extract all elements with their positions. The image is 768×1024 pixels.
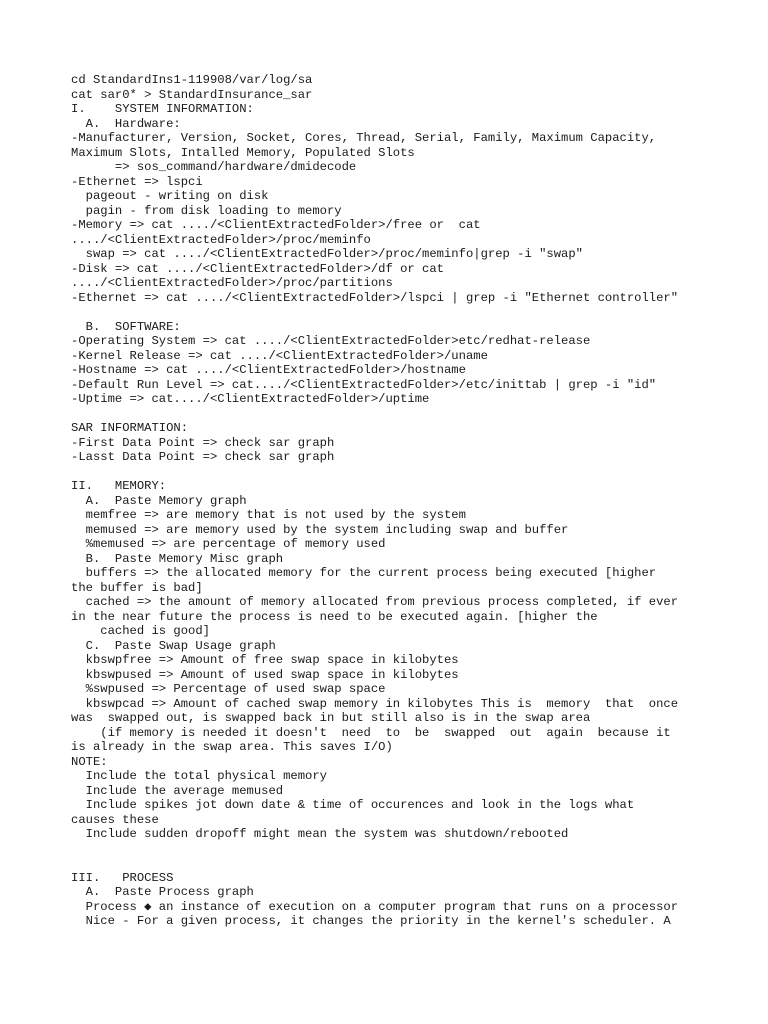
text-line: Include sudden dropoff might mean the system was shutdown/rebooted	[71, 827, 569, 841]
text-line: C. Paste Swap Usage graph	[71, 638, 276, 653]
text-line: NOTE:	[71, 754, 108, 769]
text-line: buffers => the allocated memory for the current process being executed [higher	[71, 566, 657, 580]
text-line: cat sar0* > StandardInsurance_sar	[71, 87, 313, 102]
text-line: -Memory => cat ..../<ClientExtractedFolder>/free or cat	[71, 218, 481, 232]
text-line: III. PROCESS	[71, 870, 174, 885]
text-line: -Kernel Release => cat ..../<ClientExtractedFolder>/uname	[71, 348, 488, 363]
text-line: (if memory is needed it doesn't need to be swapped out again because it	[71, 725, 671, 740]
text-line: -Manufacturer, Version, Socket, Cores, Thread, Serial, Family, Maximum Capacity,	[71, 131, 657, 145]
text-line: B. Paste Memory Misc graph	[71, 551, 284, 566]
text-line: the buffer is bad]	[71, 580, 203, 595]
text-line: swap => cat ..../<ClientExtractedFolder>/proc/meminfo|grep -i "swap"	[71, 247, 583, 261]
text-line: is already in the swap area. This saves I/O)	[71, 740, 393, 754]
text-line: -Disk => cat ..../<ClientExtractedFolder>/df or cat	[71, 261, 444, 276]
text-line: -First Data Point => check sar graph	[71, 435, 335, 450]
text-line: kbswpused => Amount of used swap space in kilobytes	[71, 667, 459, 682]
text-line: A. Hardware:	[71, 116, 181, 131]
text-line: II. MEMORY:	[71, 479, 167, 493]
text-line: Process ◆ an instance of execution on a computer program that runs on a processor	[71, 899, 679, 914]
text-line: cd StandardIns1-119908/var/log/sa	[71, 73, 313, 87]
text-line: Include the average memused	[71, 783, 284, 798]
text-line: memused => are memory used by the system including swap and buffer	[71, 522, 569, 537]
text-line: kbswpfree => Amount of free swap space in kilobytes	[71, 653, 459, 667]
text-line: -Operating System => cat ..../<ClientExtractedFolder>etc/redhat-release	[71, 334, 591, 348]
text-line: memfree => are memory that is not used by the system	[71, 508, 466, 522]
text-line: -Ethernet => cat ..../<ClientExtractedFolder>/lspci | grep -i "Ethernet controller"	[71, 290, 679, 305]
text-line: pageout - writing on disk	[71, 189, 269, 203]
text-line: B. SOFTWARE:	[71, 319, 181, 334]
text-line: -Default Run Level => cat..../<ClientExtractedFolder>/etc/inittab | grep -i "id"	[71, 377, 657, 392]
text-line: %swpused => Percentage of used swap space	[71, 682, 386, 696]
text-line: A. Paste Memory graph	[71, 493, 247, 508]
text-line: Include the total physical memory	[71, 769, 327, 783]
text-line: A. Paste Process graph	[71, 885, 254, 899]
text-line: causes these	[71, 812, 159, 827]
text-line: I. SYSTEM INFORMATION:	[71, 102, 254, 116]
text-line: -Ethernet => lspci	[71, 174, 203, 189]
text-line: SAR INFORMATION:	[71, 421, 189, 435]
text-line: ..../<ClientExtractedFolder>/proc/partitions	[71, 276, 393, 290]
text-line: pagin - from disk loading to memory	[71, 203, 342, 218]
text-line: was swapped out, is swapped back in but still also is in the swap area	[71, 711, 591, 725]
text-line: => sos_command/hardware/dmidecode	[71, 160, 357, 174]
text-line: ..../<ClientExtractedFolder>/proc/meminfo	[71, 232, 371, 247]
text-line: in the near future the process is need to be executed again. [higher the	[71, 609, 598, 624]
text-line: -Uptime => cat..../<ClientExtractedFolder>/uptime	[71, 392, 430, 406]
text-line: cached => the amount of memory allocated from previous process completed, if ever	[71, 595, 679, 609]
text-line: kbswpcad => Amount of cached swap memory in kilobytes This is memory that once	[71, 696, 679, 711]
text-line: -Lasst Data Point => check sar graph	[71, 450, 335, 464]
text-line: %memused => are percentage of memory used	[71, 537, 386, 551]
text-line: Include spikes jot down date & time of occurences and look in the logs what	[71, 798, 635, 812]
text-line: -Hostname => cat ..../<ClientExtractedFolder>/hostname	[71, 363, 466, 377]
text-line: Nice - For a given process, it changes the priority in the kernel's scheduler. A	[71, 914, 671, 928]
text-line: cached is good]	[71, 624, 210, 638]
text-line: Maximum Slots, Intalled Memory, Populated Slots	[71, 145, 415, 160]
